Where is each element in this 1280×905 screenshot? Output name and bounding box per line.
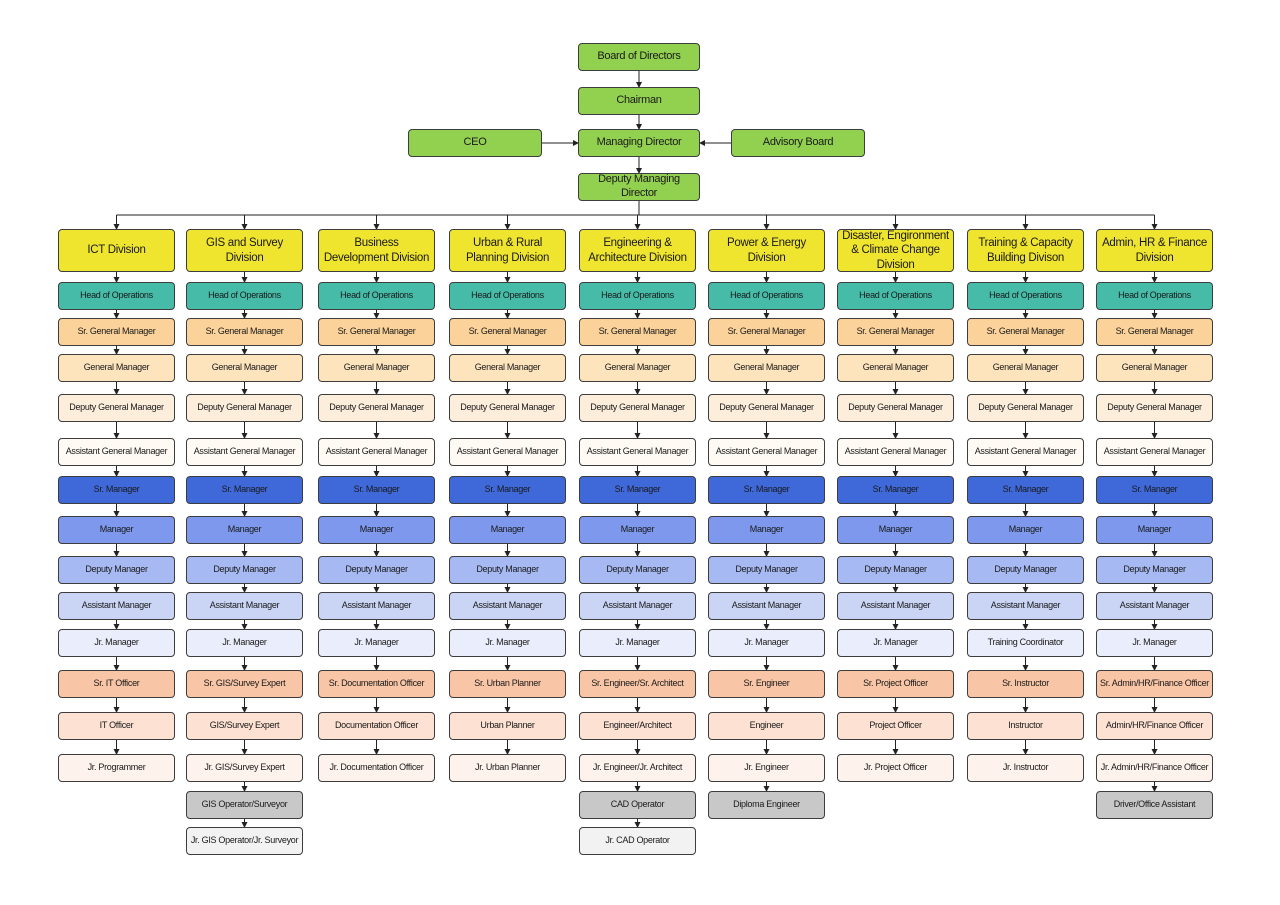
role-ict-division-7: Manager (58, 516, 175, 544)
role-power-energy-division-13: Jr. Engineer (708, 754, 825, 782)
role-power-energy-division-9: Assistant Manager (708, 592, 825, 620)
division-ict-division: ICT Division (58, 229, 175, 272)
role-urban-rural-planning-division-1: Head of Operations (449, 282, 566, 310)
role-gis-and-survey-division-7: Manager (186, 516, 303, 544)
role-gis-and-survey-division-14: GIS Operator/Surveyor (186, 791, 303, 819)
division-disaster-engironment-climate-change-division: Disaster, Engironment & Climate Change Division (837, 229, 954, 272)
role-urban-rural-planning-division-6: Sr. Manager (449, 476, 566, 504)
role-disaster-engironment-climate-change-division-5: Assistant General Manager (837, 438, 954, 466)
role-power-energy-division-2: Sr. General Manager (708, 318, 825, 346)
deputy-managing-director-box: Deputy Managing Director (578, 173, 700, 201)
advisory-board-box: Advisory Board (731, 129, 865, 157)
role-gis-and-survey-division-8: Deputy Manager (186, 556, 303, 584)
role-business-development-division-3: General Manager (318, 354, 435, 382)
role-power-energy-division-7: Manager (708, 516, 825, 544)
role-urban-rural-planning-division-4: Deputy General Manager (449, 394, 566, 422)
board-of-directors-box: Board of Directors (578, 43, 700, 71)
role-ict-division-3: General Manager (58, 354, 175, 382)
role-disaster-engironment-climate-change-division-9: Assistant Manager (837, 592, 954, 620)
role-engineering-architecture-division-9: Assistant Manager (579, 592, 696, 620)
role-power-energy-division-10: Jr. Manager (708, 629, 825, 657)
role-gis-and-survey-division-4: Deputy General Manager (186, 394, 303, 422)
role-gis-and-survey-division-5: Assistant General Manager (186, 438, 303, 466)
role-training-capacity-building-divison-7: Manager (967, 516, 1084, 544)
role-training-capacity-building-divison-11: Sr. Instructor (967, 670, 1084, 698)
role-gis-and-survey-division-12: GIS/Survey Expert (186, 712, 303, 740)
role-admin-hr-finance-division-9: Assistant Manager (1096, 592, 1213, 620)
role-urban-rural-planning-division-3: General Manager (449, 354, 566, 382)
role-gis-and-survey-division-9: Assistant Manager (186, 592, 303, 620)
role-training-capacity-building-divison-12: Instructor (967, 712, 1084, 740)
role-gis-and-survey-division-6: Sr. Manager (186, 476, 303, 504)
role-ict-division-1: Head of Operations (58, 282, 175, 310)
role-ict-division-4: Deputy General Manager (58, 394, 175, 422)
role-training-capacity-building-divison-13: Jr. Instructor (967, 754, 1084, 782)
role-urban-rural-planning-division-8: Deputy Manager (449, 556, 566, 584)
role-business-development-division-11: Sr. Documentation Officer (318, 670, 435, 698)
role-disaster-engironment-climate-change-division-13: Jr. Project Officer (837, 754, 954, 782)
role-training-capacity-building-divison-3: General Manager (967, 354, 1084, 382)
role-urban-rural-planning-division-7: Manager (449, 516, 566, 544)
role-training-capacity-building-divison-9: Assistant Manager (967, 592, 1084, 620)
role-ict-division-2: Sr. General Manager (58, 318, 175, 346)
role-disaster-engironment-climate-change-division-12: Project Officer (837, 712, 954, 740)
role-power-energy-division-6: Sr. Manager (708, 476, 825, 504)
role-engineering-architecture-division-12: Engineer/Architect (579, 712, 696, 740)
role-disaster-engironment-climate-change-division-11: Sr. Project Officer (837, 670, 954, 698)
role-business-development-division-6: Sr. Manager (318, 476, 435, 504)
role-business-development-division-13: Jr. Documentation Officer (318, 754, 435, 782)
role-disaster-engironment-climate-change-division-4: Deputy General Manager (837, 394, 954, 422)
division-urban-rural-planning-division: Urban & Rural Planning Division (449, 229, 566, 272)
role-ict-division-13: Jr. Programmer (58, 754, 175, 782)
role-disaster-engironment-climate-change-division-10: Jr. Manager (837, 629, 954, 657)
role-admin-hr-finance-division-13: Jr. Admin/HR/Finance Officer (1096, 754, 1213, 782)
role-training-capacity-building-divison-10: Training Coordinator (967, 629, 1084, 657)
role-urban-rural-planning-division-10: Jr. Manager (449, 629, 566, 657)
role-urban-rural-planning-division-2: Sr. General Manager (449, 318, 566, 346)
division-training-capacity-building-divison: Training & Capacity Building Divison (967, 229, 1084, 272)
role-ict-division-10: Jr. Manager (58, 629, 175, 657)
role-admin-hr-finance-division-12: Admin/HR/Finance Officer (1096, 712, 1213, 740)
role-gis-and-survey-division-3: General Manager (186, 354, 303, 382)
role-gis-and-survey-division-1: Head of Operations (186, 282, 303, 310)
role-engineering-architecture-division-8: Deputy Manager (579, 556, 696, 584)
role-engineering-architecture-division-13: Jr. Engineer/Jr. Architect (579, 754, 696, 782)
role-admin-hr-finance-division-8: Deputy Manager (1096, 556, 1213, 584)
role-power-energy-division-3: General Manager (708, 354, 825, 382)
role-training-capacity-building-divison-8: Deputy Manager (967, 556, 1084, 584)
role-ict-division-12: IT Officer (58, 712, 175, 740)
role-engineering-architecture-division-6: Sr. Manager (579, 476, 696, 504)
role-admin-hr-finance-division-11: Sr. Admin/HR/Finance Officer (1096, 670, 1213, 698)
role-power-energy-division-1: Head of Operations (708, 282, 825, 310)
role-power-energy-division-5: Assistant General Manager (708, 438, 825, 466)
role-business-development-division-10: Jr. Manager (318, 629, 435, 657)
role-business-development-division-7: Manager (318, 516, 435, 544)
division-gis-and-survey-division: GIS and Survey Division (186, 229, 303, 272)
role-urban-rural-planning-division-11: Sr. Urban Planner (449, 670, 566, 698)
role-business-development-division-8: Deputy Manager (318, 556, 435, 584)
division-power-energy-division: Power & Energy Division (708, 229, 825, 272)
role-gis-and-survey-division-10: Jr. Manager (186, 629, 303, 657)
role-gis-and-survey-division-11: Sr. GIS/Survey Expert (186, 670, 303, 698)
role-disaster-engironment-climate-change-division-8: Deputy Manager (837, 556, 954, 584)
role-power-energy-division-8: Deputy Manager (708, 556, 825, 584)
chairman-box: Chairman (578, 87, 700, 115)
role-power-energy-division-12: Engineer (708, 712, 825, 740)
role-engineering-architecture-division-11: Sr. Engineer/Sr. Architect (579, 670, 696, 698)
role-engineering-architecture-division-2: Sr. General Manager (579, 318, 696, 346)
role-urban-rural-planning-division-12: Urban Planner (449, 712, 566, 740)
ceo-box: CEO (408, 129, 542, 157)
role-ict-division-8: Deputy Manager (58, 556, 175, 584)
role-business-development-division-5: Assistant General Manager (318, 438, 435, 466)
role-ict-division-9: Assistant Manager (58, 592, 175, 620)
role-engineering-architecture-division-10: Jr. Manager (579, 629, 696, 657)
role-admin-hr-finance-division-1: Head of Operations (1096, 282, 1213, 310)
division-business-development-division: Business Development Division (318, 229, 435, 272)
division-engineering-architecture-division: Engineering & Architecture Division (579, 229, 696, 272)
role-ict-division-6: Sr. Manager (58, 476, 175, 504)
role-engineering-architecture-division-5: Assistant General Manager (579, 438, 696, 466)
role-urban-rural-planning-division-13: Jr. Urban Planner (449, 754, 566, 782)
managing-director-box: Managing Director (578, 129, 700, 157)
role-urban-rural-planning-division-5: Assistant General Manager (449, 438, 566, 466)
role-gis-and-survey-division-13: Jr. GIS/Survey Expert (186, 754, 303, 782)
role-disaster-engironment-climate-change-division-1: Head of Operations (837, 282, 954, 310)
role-power-energy-division-4: Deputy General Manager (708, 394, 825, 422)
role-disaster-engironment-climate-change-division-6: Sr. Manager (837, 476, 954, 504)
role-power-energy-division-14: Diploma Engineer (708, 791, 825, 819)
role-engineering-architecture-division-4: Deputy General Manager (579, 394, 696, 422)
role-disaster-engironment-climate-change-division-3: General Manager (837, 354, 954, 382)
role-disaster-engironment-climate-change-division-2: Sr. General Manager (837, 318, 954, 346)
role-admin-hr-finance-division-4: Deputy General Manager (1096, 394, 1213, 422)
role-training-capacity-building-divison-6: Sr. Manager (967, 476, 1084, 504)
division-admin-hr-finance-division: Admin, HR & Finance Division (1096, 229, 1213, 272)
role-gis-and-survey-division-15: Jr. GIS Operator/Jr. Surveyor (186, 827, 303, 855)
role-training-capacity-building-divison-5: Assistant General Manager (967, 438, 1084, 466)
role-power-energy-division-11: Sr. Engineer (708, 670, 825, 698)
role-business-development-division-1: Head of Operations (318, 282, 435, 310)
role-admin-hr-finance-division-14: Driver/Office Assistant (1096, 791, 1213, 819)
role-ict-division-11: Sr. IT Officer (58, 670, 175, 698)
role-admin-hr-finance-division-7: Manager (1096, 516, 1213, 544)
role-admin-hr-finance-division-5: Assistant General Manager (1096, 438, 1213, 466)
role-training-capacity-building-divison-2: Sr. General Manager (967, 318, 1084, 346)
role-urban-rural-planning-division-9: Assistant Manager (449, 592, 566, 620)
role-business-development-division-2: Sr. General Manager (318, 318, 435, 346)
role-ict-division-5: Assistant General Manager (58, 438, 175, 466)
role-engineering-architecture-division-7: Manager (579, 516, 696, 544)
role-engineering-architecture-division-15: Jr. CAD Operator (579, 827, 696, 855)
role-business-development-division-4: Deputy General Manager (318, 394, 435, 422)
role-engineering-architecture-division-3: General Manager (579, 354, 696, 382)
role-business-development-division-12: Documentation Officer (318, 712, 435, 740)
role-engineering-architecture-division-1: Head of Operations (579, 282, 696, 310)
role-training-capacity-building-divison-1: Head of Operations (967, 282, 1084, 310)
role-gis-and-survey-division-2: Sr. General Manager (186, 318, 303, 346)
role-disaster-engironment-climate-change-division-7: Manager (837, 516, 954, 544)
role-admin-hr-finance-division-2: Sr. General Manager (1096, 318, 1213, 346)
role-admin-hr-finance-division-3: General Manager (1096, 354, 1213, 382)
role-engineering-architecture-division-14: CAD Operator (579, 791, 696, 819)
role-admin-hr-finance-division-6: Sr. Manager (1096, 476, 1213, 504)
role-admin-hr-finance-division-10: Jr. Manager (1096, 629, 1213, 657)
role-training-capacity-building-divison-4: Deputy General Manager (967, 394, 1084, 422)
role-business-development-division-9: Assistant Manager (318, 592, 435, 620)
